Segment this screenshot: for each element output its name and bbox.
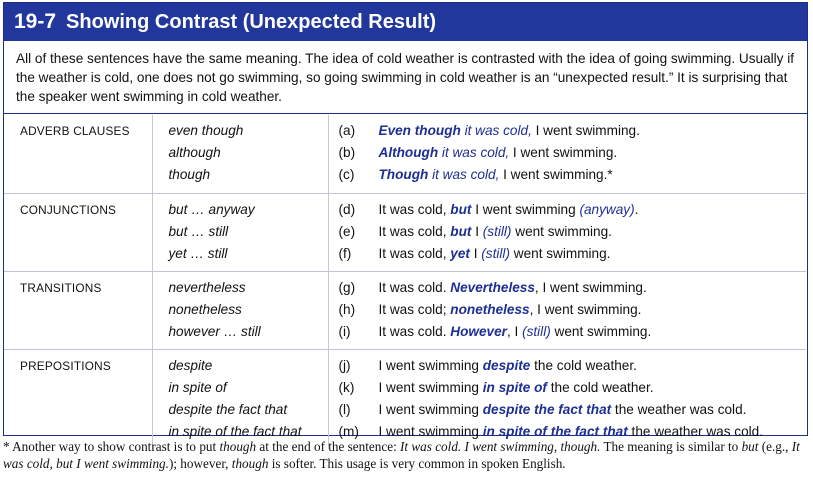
sentence-text: the weather was cold. bbox=[611, 401, 747, 417]
connector-word: despite bbox=[168, 357, 213, 373]
highlighted-connector: in spite of the fact that bbox=[482, 423, 628, 439]
example-label: (a) bbox=[338, 123, 356, 138]
highlighted-connector: despite bbox=[482, 357, 531, 373]
sentence-text: (still) bbox=[482, 223, 512, 239]
example-sentence bbox=[339, 120, 807, 142]
example-label: (j) bbox=[338, 357, 351, 373]
connector-words bbox=[152, 271, 328, 349]
connector-word: in spite of the fact that bbox=[168, 423, 302, 439]
example-label: (k) bbox=[338, 379, 355, 395]
highlighted-connector: However bbox=[450, 323, 507, 339]
sentence-text: I went swimming bbox=[378, 357, 483, 373]
example-sentence bbox=[339, 164, 807, 186]
example-sentence bbox=[339, 243, 807, 265]
category-label: CONJUNCTIONS bbox=[4, 193, 152, 271]
connector-word: however … still bbox=[168, 323, 261, 339]
sentence-text: I went swimming.* bbox=[499, 167, 613, 182]
category-label: TRANSITIONS bbox=[4, 271, 152, 349]
sentence-text: It was cold, bbox=[378, 201, 451, 217]
sentence-text: I went swimming bbox=[471, 201, 580, 217]
sentence-text: it was cold, bbox=[428, 167, 500, 182]
grammar-chart bbox=[3, 2, 808, 439]
connector-word: in spite of bbox=[168, 379, 227, 395]
connector-words bbox=[152, 349, 328, 449]
table-row bbox=[4, 271, 806, 349]
connector-word: though bbox=[168, 167, 211, 182]
example-label: (e) bbox=[338, 223, 356, 239]
highlighted-connector: but bbox=[450, 223, 472, 239]
sentence-text: It was cold, bbox=[378, 245, 451, 261]
example-sentence bbox=[339, 142, 807, 164]
highlighted-connector: nonetheless bbox=[450, 301, 530, 317]
connector-word: nonetheless bbox=[168, 301, 242, 317]
connector-word: yet … still bbox=[168, 245, 228, 261]
contrast-table bbox=[4, 115, 806, 449]
footnote-text: (e.g., bbox=[758, 439, 792, 454]
sentence-text: (still) bbox=[481, 245, 510, 261]
example-label: (b) bbox=[338, 145, 356, 160]
example-sentence bbox=[339, 199, 807, 221]
connector-word: but … still bbox=[168, 223, 229, 239]
example-sentences bbox=[328, 271, 806, 349]
sentence-text: . bbox=[634, 201, 639, 217]
sentence-text: the cold weather. bbox=[546, 379, 654, 395]
example-label: (c) bbox=[338, 167, 355, 182]
example-sentences bbox=[328, 193, 806, 271]
sentence-text: went swimming. bbox=[511, 223, 612, 239]
sentence-text: I went swimming bbox=[378, 379, 483, 395]
sentence-text: I went swimming. bbox=[531, 123, 640, 138]
highlighted-connector: Although bbox=[378, 145, 439, 160]
highlighted-connector: Though bbox=[378, 167, 429, 182]
table-row bbox=[4, 193, 806, 271]
footnote-italic: though bbox=[231, 456, 269, 471]
highlighted-connector: Nevertheless bbox=[450, 279, 535, 295]
sentence-text: , I went swimming. bbox=[534, 279, 647, 295]
connector-word: even though bbox=[168, 123, 244, 138]
footnote-text: * Another way to show contrast is to put bbox=[3, 439, 220, 454]
footnote-italic: It was cold. I went swimming, though. bbox=[400, 439, 601, 454]
footnote-italic: but bbox=[741, 439, 759, 454]
footnote-text: at the end of the sentence: bbox=[256, 439, 401, 454]
sentence-text: went swimming. bbox=[550, 323, 652, 339]
sentence-text: I went swimming bbox=[378, 401, 483, 417]
example-label: (l) bbox=[338, 401, 351, 417]
sentence-text: it was cold, bbox=[438, 145, 510, 160]
footnote-text: ); however, bbox=[168, 456, 232, 471]
connector-words bbox=[152, 193, 328, 271]
footnote-italic: It was cold, but I went swimming. bbox=[3, 439, 800, 471]
highlighted-connector: but bbox=[450, 201, 472, 217]
sentence-text: It was cold; bbox=[378, 301, 451, 317]
section-title: Showing Contrast (Unexpected Result) bbox=[66, 10, 437, 33]
sentence-text: I went swimming. bbox=[509, 145, 618, 160]
footnote-text: The meaning is similar to bbox=[600, 439, 742, 454]
sentence-text: I bbox=[471, 223, 483, 239]
chart-header bbox=[4, 3, 807, 41]
highlighted-connector: despite the fact that bbox=[482, 401, 612, 417]
example-sentence bbox=[339, 277, 807, 299]
intro-paragraph: All of these sentences have the same meaning. The idea of cold weather is contrasted with the idea of going swimming. Usually if the weather is cold, one does not go swimming, so going swimming in cold weather is an “unexpected result.” It is surprising that the speaker went swimming in cold weather. bbox=[16, 51, 795, 104]
table-row bbox=[4, 115, 806, 193]
connector-word: despite the fact that bbox=[168, 401, 288, 417]
category-label: ADVERB CLAUSES bbox=[4, 115, 152, 193]
connector-word: although bbox=[168, 145, 221, 160]
example-sentence bbox=[339, 321, 807, 343]
example-label: (i) bbox=[338, 323, 351, 339]
footnote-text: is softer. This usage is very common in spoken English. bbox=[268, 456, 566, 471]
sentence-text: It was cold. bbox=[378, 323, 451, 339]
example-label: (m) bbox=[338, 423, 359, 439]
example-label: (f) bbox=[338, 245, 352, 261]
sentence-text: It was cold, bbox=[378, 223, 451, 239]
sentence-text: went swimming. bbox=[509, 245, 611, 261]
example-sentence bbox=[339, 299, 807, 321]
sentence-text: the cold weather. bbox=[530, 357, 637, 373]
divider bbox=[4, 113, 807, 114]
sentence-text: I went swimming bbox=[378, 423, 483, 439]
example-sentence bbox=[339, 399, 807, 421]
example-sentence bbox=[339, 355, 807, 377]
sentence-text: I bbox=[469, 245, 482, 261]
example-sentence bbox=[339, 377, 807, 399]
sentence-text: , I bbox=[506, 323, 523, 339]
highlighted-connector: in spite of bbox=[482, 379, 547, 395]
example-sentences bbox=[328, 115, 806, 193]
connector-word: nevertheless bbox=[168, 279, 246, 295]
highlighted-connector: Even though bbox=[378, 123, 461, 138]
sentence-text: It was cold. bbox=[378, 279, 451, 295]
category-label: PREPOSITIONS bbox=[20, 358, 111, 373]
section-number: 19-7 bbox=[14, 10, 57, 33]
example-label: (d) bbox=[338, 201, 356, 217]
connector-words bbox=[152, 115, 328, 193]
table-row bbox=[4, 349, 806, 449]
example-label: (g) bbox=[338, 279, 356, 295]
footnote bbox=[3, 438, 809, 472]
highlighted-connector: yet bbox=[450, 245, 470, 261]
footnote-italic: though bbox=[219, 439, 257, 454]
sentence-text: (still) bbox=[522, 323, 551, 339]
connector-word: but … anyway bbox=[168, 201, 255, 217]
sentence-text: , I went swimming. bbox=[529, 301, 642, 317]
example-sentence bbox=[339, 221, 807, 243]
example-label: (h) bbox=[338, 301, 356, 317]
sentence-text: (anyway) bbox=[579, 201, 635, 217]
example-sentences bbox=[328, 349, 806, 449]
sentence-text: it was cold, bbox=[460, 123, 532, 138]
sentence-text: the weather was cold. bbox=[627, 423, 764, 439]
